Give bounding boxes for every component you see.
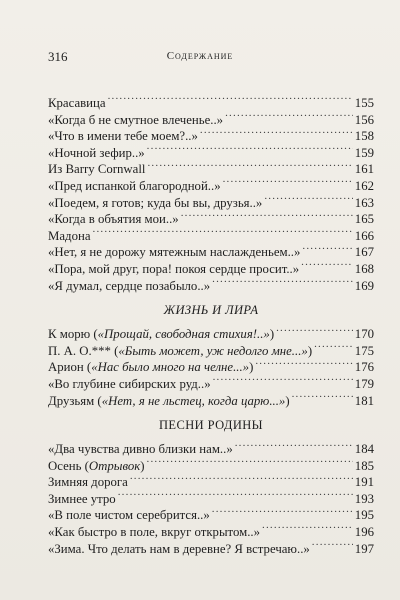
entry-page-number: 168 — [354, 261, 374, 276]
entry-title: К морю («Прощай, свободная стихия!..») — [48, 327, 275, 342]
running-title: Содержание — [166, 50, 234, 62]
entry-title: «Когда в объятия мои..» — [48, 212, 179, 227]
dot-leader — [223, 174, 353, 190]
section-heading: ЖИЗНЬ И ЛИРА — [163, 303, 259, 318]
entry-title: «Нет, я не дорожу мятежным наслажденьем..» — [48, 245, 301, 260]
entry-page-number: 156 — [354, 112, 374, 127]
entry-subtitle: «Нет, я не льстец, когда царю...» — [101, 393, 286, 408]
entry-page-number: 195 — [354, 508, 374, 523]
entry-title: «Пора, мой друг, пора! покоя сердце просит..» — [48, 261, 300, 276]
entry-title: «Что в имени тебе моем?..» — [48, 129, 198, 144]
dot-leader — [301, 257, 353, 273]
dot-leader — [130, 470, 353, 486]
dot-leader — [264, 191, 352, 207]
entry-title: «Два чувства дивно близки нам..» — [48, 442, 233, 457]
dot-leader — [235, 437, 353, 453]
entry-title: Зимнее утро — [48, 491, 116, 506]
toc-entry[interactable] — [48, 437, 374, 457]
toc-entry[interactable] — [48, 224, 374, 241]
entry-title: Арион («Нас было много на челне...») — [48, 360, 254, 375]
entry-page-number: 196 — [354, 525, 374, 540]
entry-page-number: 197 — [354, 541, 374, 556]
entry-page-number: 159 — [354, 145, 374, 160]
table-of-contents — [48, 91, 374, 556]
dot-leader — [312, 537, 353, 553]
entry-page-number: 155 — [354, 96, 374, 110]
entry-title: Друзьям («Нет, я не льстец, когда царю...») — [48, 393, 290, 408]
dot-leader — [302, 240, 352, 256]
entry-page-number: 176 — [354, 360, 374, 375]
entry-subtitle: «Прощай, свободная стихия!..» — [97, 327, 270, 342]
entry-title: «Пред испанкой благородной..» — [48, 178, 221, 193]
entry-page-number: 170 — [354, 327, 374, 342]
dot-leader — [147, 157, 352, 173]
dot-leader — [200, 124, 353, 140]
entry-page-number: 181 — [354, 393, 374, 408]
entry-page-number: 169 — [354, 278, 374, 293]
entry-title: «Как быстро в поле, вкруг открытом..» — [48, 525, 261, 540]
entry-title: Красавица — [48, 96, 106, 110]
entry-page-number: 193 — [354, 491, 374, 506]
dot-leader — [118, 487, 353, 503]
dot-leader — [213, 372, 353, 388]
entry-subtitle: «Нас было много на челне...» — [91, 360, 250, 375]
entry-page-number: 179 — [354, 376, 374, 391]
entry-page-number: 167 — [354, 245, 374, 260]
entry-page-number: 191 — [354, 475, 374, 490]
entry-page-number: 162 — [354, 178, 374, 193]
dot-leader — [276, 322, 353, 338]
entry-page-number: 165 — [354, 212, 374, 227]
dot-leader — [147, 454, 353, 470]
page-header — [48, 49, 352, 67]
toc-section — [48, 302, 374, 408]
dot-leader — [225, 108, 353, 124]
entry-title: «Зима. Что делать нам в деревне? Я встречаю..» — [48, 541, 310, 556]
dot-leader — [212, 274, 353, 290]
entry-page-number: 175 — [354, 343, 374, 358]
entry-title: Осень (Отрывок) — [48, 458, 145, 473]
dot-leader — [255, 355, 352, 371]
entry-page-number: 184 — [354, 442, 374, 457]
entry-title: «Когда б не смутное влеченье..» — [48, 112, 224, 127]
dot-leader — [108, 91, 353, 107]
page-number: 316 — [48, 49, 68, 64]
entry-subtitle: «Быть может, уж недолго мне...» — [118, 343, 308, 358]
dot-leader — [292, 389, 353, 405]
entry-title: Из Barry Cornwall — [48, 162, 146, 177]
entry-title: П. А. О.*** («Быть может, уж недолго мне...») — [48, 343, 313, 358]
dot-leader — [262, 520, 353, 536]
dot-leader — [212, 503, 353, 519]
dot-leader — [314, 339, 353, 355]
entry-title: Зимняя дорога — [48, 475, 128, 490]
entry-page-number: 158 — [354, 129, 374, 144]
entry-page-number: 161 — [354, 162, 374, 177]
entry-title: «Я думал, сердце позабыло..» — [48, 278, 211, 293]
entry-page-number: 166 — [354, 228, 374, 243]
section-heading: ПЕСНИ РОДИНЫ — [159, 418, 263, 433]
toc-section — [48, 417, 374, 556]
toc-section — [48, 91, 374, 293]
entry-title: «Поедем, я готов; куда бы вы, друзья..» — [48, 195, 263, 210]
entry-title: Мадона — [48, 228, 91, 243]
dot-leader — [181, 207, 353, 223]
entry-page-number: 163 — [354, 195, 374, 210]
entry-title: «В поле чистом серебрится..» — [48, 508, 210, 523]
toc-entry[interactable] — [48, 240, 374, 260]
entry-subtitle: Отрывок — [88, 458, 141, 473]
toc-entry[interactable] — [48, 91, 374, 108]
dot-leader — [93, 224, 353, 240]
entry-title: «Ночной зефир..» — [48, 145, 145, 160]
toc-entry[interactable] — [48, 322, 374, 342]
entry-page-number: 185 — [354, 458, 374, 473]
entry-title: «Во глубине сибирских руд..» — [48, 376, 211, 391]
dot-leader — [147, 141, 353, 157]
